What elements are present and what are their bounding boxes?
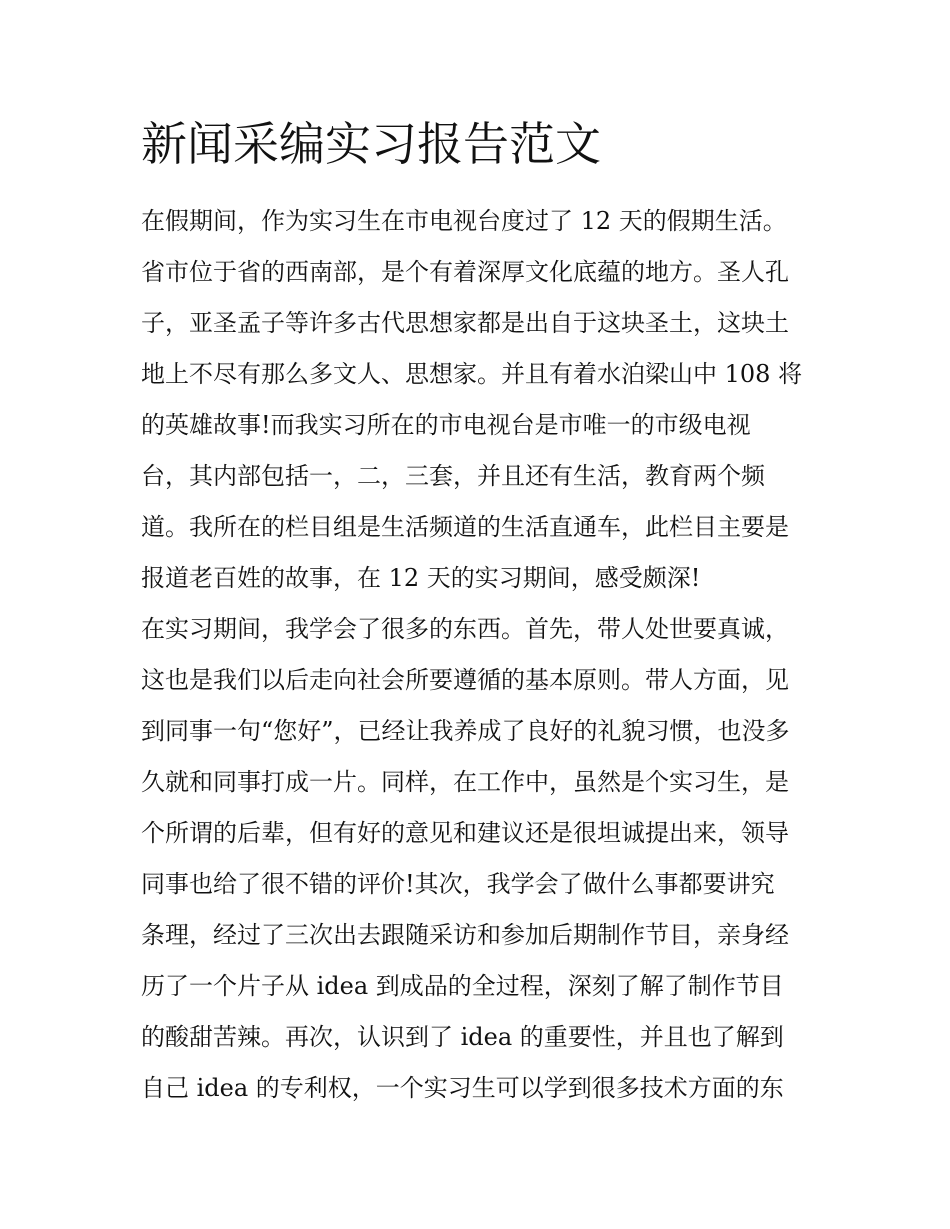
body-line-2: 省市位于省的西南部，是个有着深厚文化底蕴的地方。圣人孔 [141, 258, 789, 286]
body-line-13: 个所谓的后辈，但有好的意见和建议还是很坦诚提出来，领导 [141, 819, 789, 847]
body-line-6: 台，其内部包括一，二，三套，并且还有生活，教育两个频 [141, 462, 765, 490]
document-title: 新闻采编实习报告范文 [141, 117, 601, 171]
body-line-11: 到同事一句“您好”，已经让我养成了良好的礼貌习惯，也没多 [141, 717, 790, 745]
body-line-17: 的酸甜苦辣。再次，认识到了 idea 的重要性，并且也了解到 [141, 1023, 784, 1051]
body-line-5: 的英雄故事!而我实习所在的市电视台是市唯一的市级电视 [141, 411, 751, 439]
body-line-18: 自己 idea 的专利权，一个实习生可以学到很多技术方面的东 [141, 1074, 784, 1102]
body-line-12: 久就和同事打成一片。同样，在工作中，虽然是个实习生，是 [141, 768, 789, 796]
body-line-1: 在假期间，作为实习生在市电视台度过了 12 天的假期生活。 [141, 207, 787, 235]
body-line-8: 报道老百姓的故事，在 12 天的实习期间，感受颇深! [141, 564, 701, 592]
body-line-4: 地上不尽有那么多文人、思想家。并且有着水泊梁山中 108 将 [141, 360, 803, 388]
body-line-16: 历了一个片子从 idea 到成品的全过程，深刻了解了制作节目 [141, 972, 784, 1000]
body-line-3: 子，亚圣孟子等许多古代思想家都是出自于这块圣土，这块土 [141, 309, 789, 337]
body-line-9: 在实习期间，我学会了很多的东西。首先，带人处世要真诚， [141, 615, 789, 643]
body-line-10: 这也是我们以后走向社会所要遵循的基本原则。带人方面，见 [141, 666, 789, 694]
body-line-7: 道。我所在的栏目组是生活频道的生活直通车，此栏目主要是 [141, 513, 789, 541]
body-line-15: 条理，经过了三次出去跟随采访和参加后期制作节目，亲身经 [141, 921, 789, 949]
body-line-14: 同事也给了很不错的评价!其次，我学会了做什么事都要讲究 [141, 870, 775, 898]
